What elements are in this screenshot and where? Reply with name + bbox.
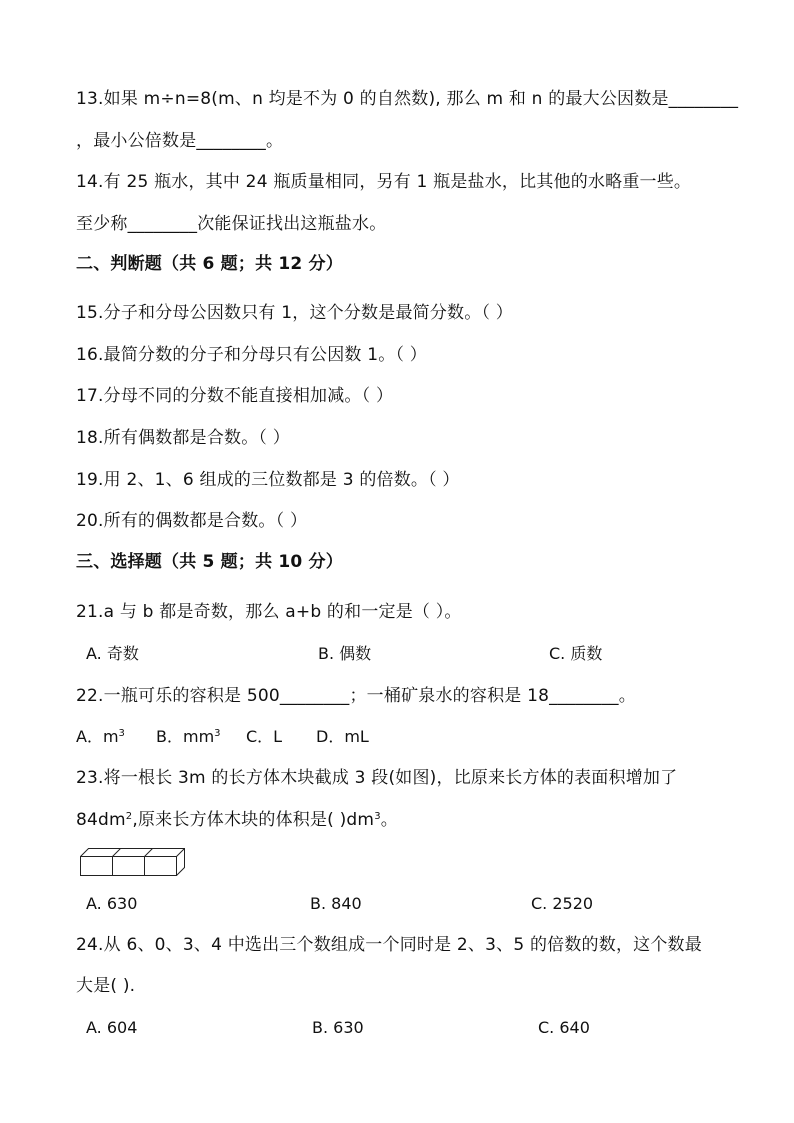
q17: 17.分母不同的分数不能直接相加减。（ ） bbox=[76, 386, 394, 406]
q21-stem: 21.a 与 b 都是奇数，那么 a+b 的和一定是（ ）。 bbox=[76, 602, 462, 622]
q24-line1: 24.从 6、0、3、4 中选出三个数组成一个同时是 2、3、5 的倍数的数，这个数最 bbox=[76, 935, 702, 955]
q24-option-b: B. 630 bbox=[312, 1018, 364, 1037]
q14-line1: 14.有 25 瓶水，其中 24 瓶质量相同，另有 1 瓶是盐水，比其他的水略重一些。 bbox=[76, 172, 692, 192]
q24-option-c: C. 640 bbox=[538, 1018, 590, 1037]
q23-line2: $84dm^2$,原来长方体木块的体积是( )$dm^3$。 bbox=[76, 810, 398, 830]
section3-title: 三、选择题（共 5 题；共 10 分） bbox=[76, 552, 343, 572]
q23-line1: 23.将一根长 3m 的长方体木块截成 3 段(如图)，比原来长方体的表面积增加了 bbox=[76, 768, 678, 788]
q14-line2: 至少称________次能保证找出这瓶盐水。 bbox=[76, 214, 387, 234]
q22-option-b: B．$mm^3$ bbox=[156, 727, 221, 746]
q23-option-c: C. 2520 bbox=[531, 894, 594, 913]
q13-line2: ，最小公倍数是________。 bbox=[76, 131, 284, 151]
q18: 18.所有偶数都是合数。（ ） bbox=[76, 428, 290, 448]
q23-option-a: A. 630 bbox=[86, 894, 138, 913]
q16: 16.最简分数的分子和分母只有公因数 1。（ ） bbox=[76, 345, 427, 365]
q22-stem: 22.一瓶可乐的容积是 500________；一桶矿泉水的容积是 18________。 bbox=[76, 686, 636, 706]
cuboid-blocks-figure bbox=[80, 848, 190, 876]
q13-line1: 13.如果 m÷n=8(m、n 均是不为 0 的自然数), 那么 m 和 n 的最大公因数是________ bbox=[76, 89, 739, 109]
q21-option-a: A. 奇数 bbox=[86, 644, 139, 663]
q24-line2: 大是( ). bbox=[76, 976, 136, 996]
q22-option-c: C．L bbox=[246, 727, 283, 746]
q23-option-b: B. 840 bbox=[310, 894, 362, 913]
section2-title: 二、判断题（共 6 题；共 12 分） bbox=[76, 254, 343, 274]
q15: 15.分子和分母公因数只有 1，这个分数是最简分数。（ ） bbox=[76, 303, 513, 323]
q21-option-b: B. 偶数 bbox=[318, 644, 372, 663]
q22-option-a: A．$m^3$ bbox=[76, 727, 125, 746]
q19: 19.用 2、1、6 组成的三位数都是 3 的倍数。（ ） bbox=[76, 470, 460, 490]
q22-option-d: D．mL bbox=[316, 727, 369, 746]
q21-option-c: C. 质数 bbox=[549, 644, 603, 663]
q24-option-a: A. 604 bbox=[86, 1018, 138, 1037]
q20: 20.所有的偶数都是合数。（ ） bbox=[76, 511, 308, 531]
